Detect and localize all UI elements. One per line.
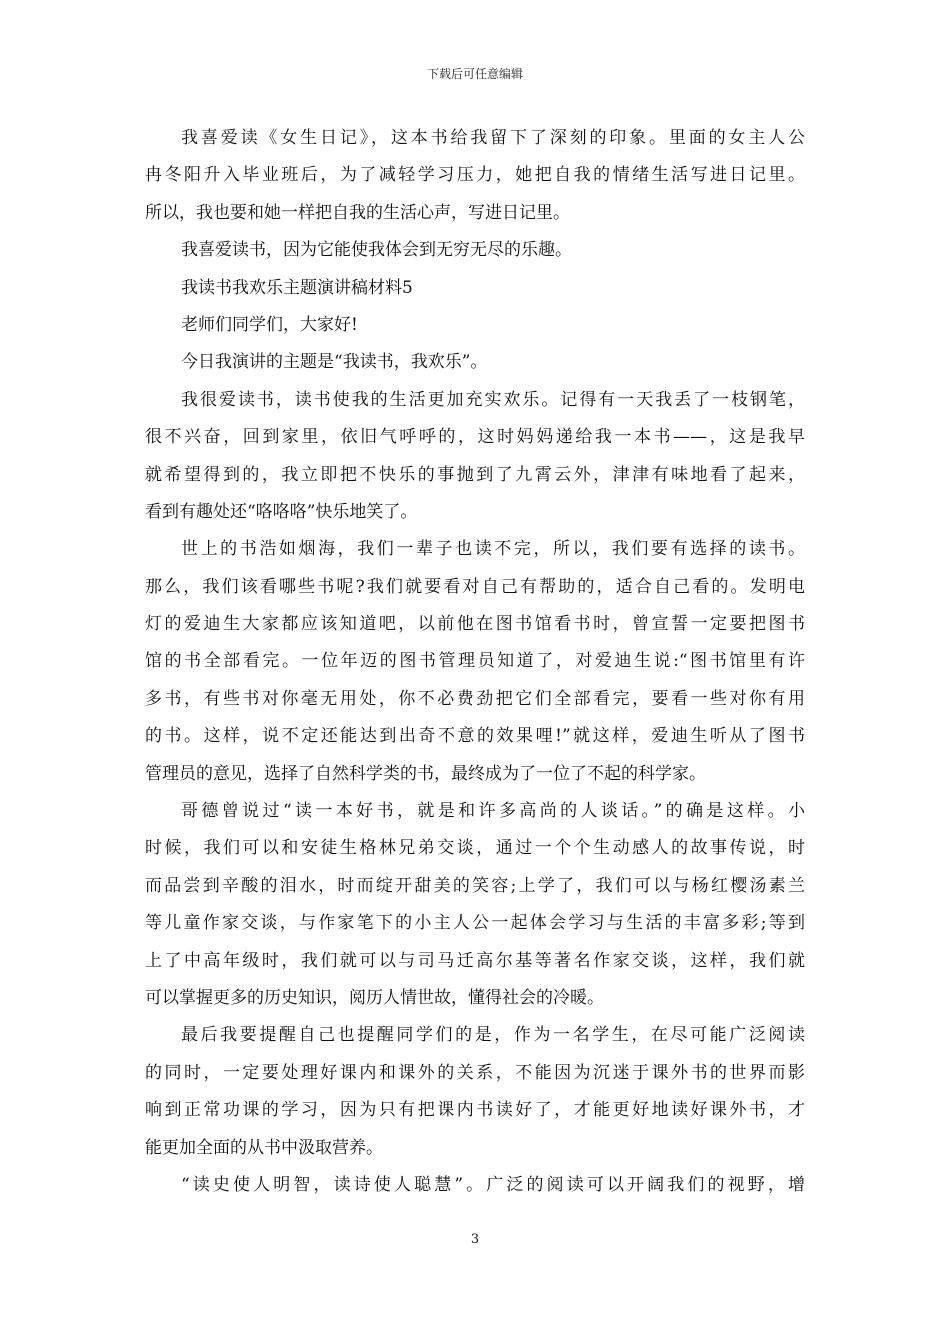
text-line: 可以掌握更多的历史知识，阅历人情世故，懂得社会的冷暖。: [145, 987, 604, 1008]
text-line: 最后我要提醒自己也提醒同学们的是，作为一名学生，在尽可能广泛阅读: [181, 1025, 805, 1046]
text-line: 冉冬阳升入毕业班后，为了减轻学习压力，她把自我的情绪生活写进日记里。: [145, 165, 805, 186]
text-line: 管理员的意见，选择了自然科学类的书，最终成为了一位了不起的科学家。: [145, 763, 706, 784]
text-line: 能更加全面的从书中汲取营养。: [145, 1137, 383, 1158]
text-line: 而品尝到辛酸的泪水，时而绽开甜美的笑容;上学了，我们可以与杨红樱汤素兰: [145, 875, 805, 896]
page-number: 3: [470, 1232, 480, 1247]
text-line: 看到有趣处还“咯咯咯”快乐地笑了。: [145, 501, 418, 522]
page-header: 下载后可任意编辑: [426, 67, 523, 81]
text-line: 灯的爱迪生大家都应该知道吧，以前他在图书馆看书时，曾宣誓一定要把图书: [145, 614, 805, 635]
text-line: 我喜爱读《女生日记》，这本书给我留下了深刻的印象。里面的女主人公: [181, 128, 805, 148]
text-line: 所以，我也要和她一样把自我的生活心声，写进日记里。: [145, 202, 570, 223]
document-body: [145, 120, 805, 1204]
text-line: 老师们同学们，大家好!: [181, 314, 358, 335]
text-line: 等儿童作家交谈，与作家笔下的小主人公一起体会学习与生活的丰富多彩;等到: [145, 913, 805, 934]
text-line: 哥德曾说过“读一本好书，就是和许多高尚的人谈话。”的确是这样。小: [181, 801, 805, 822]
text-line: 时候，我们可以和安徒生格林兄弟交谈，通过一个个生动感人的故事传说，时: [145, 838, 805, 859]
text-line: 就希望得到的，我立即把不快乐的事抛到了九霄云外，津津有味地看了起来，: [145, 464, 805, 485]
text-line: 馆的书全部看完。一位年迈的图书管理员知道了，对爱迪生说:“图书馆里有许: [145, 651, 805, 672]
text-line: 今日我演讲的主题是“我读书，我欢乐”。: [181, 352, 488, 373]
text-line: 很不兴奋，回到家里，依旧气呼呼的，这时妈妈递给我一本书——，这是我早: [145, 427, 805, 448]
text-line: 多书，有些书对你毫无用处，你不必费劲把它们全部看完，要看一些对你有用: [145, 688, 805, 709]
text-line: 的同时，一定要处理好课内和课外的关系，不能因为沉迷于课外书的世界而影: [145, 1062, 805, 1083]
text-line: 响到正常功课的学习，因为只有把课内书读好了，才能更好地读好课外书，才: [145, 1100, 805, 1121]
text-line: 的书。这样，说不定还能达到出奇不意的效果哩!”就这样，爱迪生听从了图书: [145, 726, 805, 747]
text-line: 那么，我们该看哪些书呢?我们就要看对自己有帮助的，适合自己看的。发明电: [145, 576, 805, 597]
text-line: “读史使人明智，读诗使人聪慧”。广泛的阅读可以开阔我们的视野，增: [181, 1174, 805, 1195]
text-line: 世上的书浩如烟海，我们一辈子也读不完，所以，我们要有选择的读书。: [181, 539, 805, 560]
section-heading: 我读书我欢乐主题演讲稿材料5: [181, 277, 413, 298]
text-line: 我很爱读书，读书使我的生活更加充实欢乐。记得有一天我丢了一枝钢笔，: [181, 389, 805, 410]
text-line: 我喜爱读书，因为它能使我体会到无穷无尽的乐趣。: [181, 240, 572, 261]
text-line: 上了中高年级时，我们就可以与司马迁高尔基等著名作家交谈，这样，我们就: [145, 950, 805, 971]
